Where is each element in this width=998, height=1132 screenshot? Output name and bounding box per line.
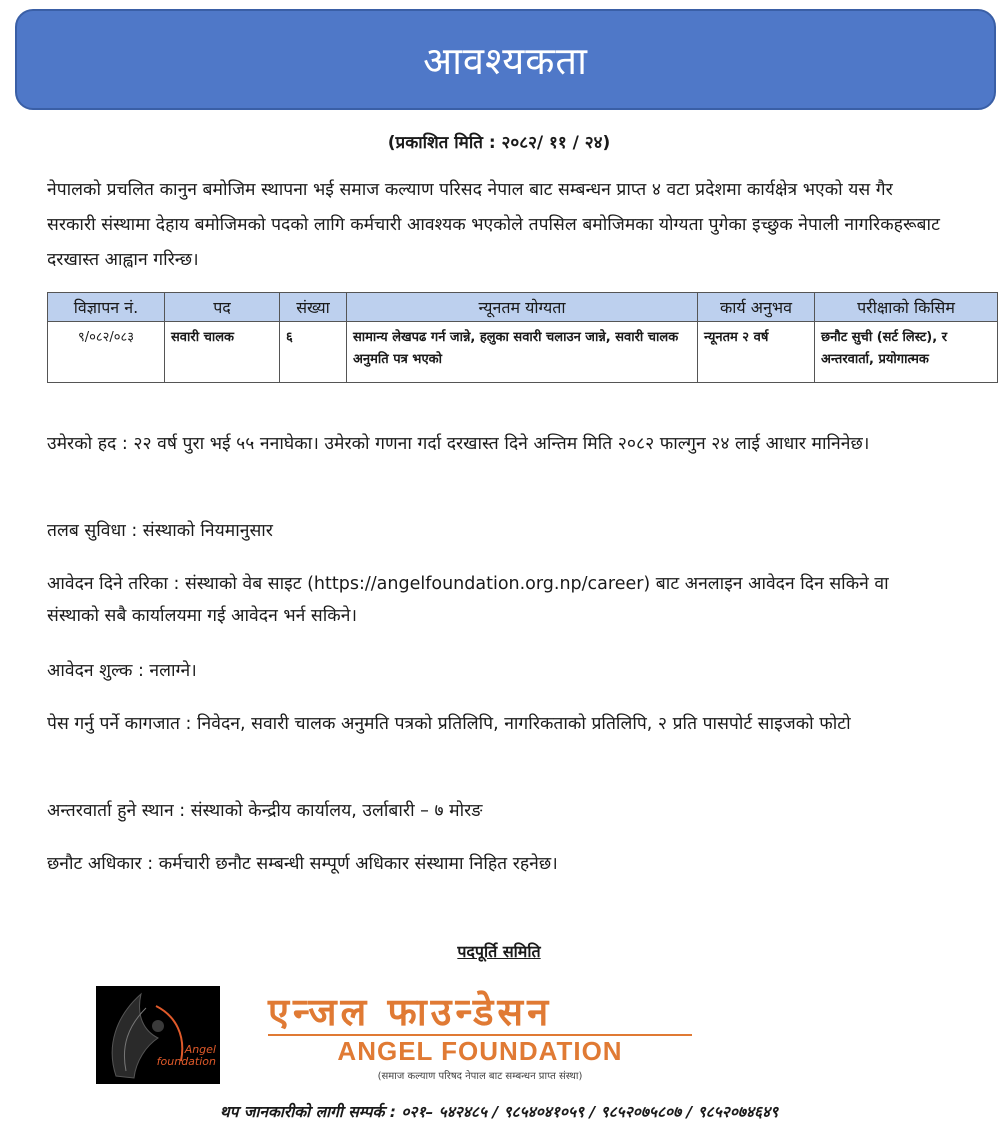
logo-text-line1: Angel [184,1043,216,1056]
org-subtitle: (समाज कल्याण परिषद नेपाल बाट सम्बन्धन प्राप्त संस्था) [377,1071,583,1082]
col-post: पद [165,293,280,322]
org-name-english: ANGEL FOUNDATION [337,1036,623,1066]
committee-label [0,940,998,962]
col-ad-no: विज्ञापन नं. [48,293,165,322]
vacancy-table [47,292,998,383]
col-experience: कार्य अनुभव [698,293,815,322]
salary: तलब सुविधा : संस्थाको नियमानुसार [47,521,273,541]
intro-paragraph: नेपालको प्रचलित कानुन बमोजिम स्थापना भई समाज कल्याण परिसद नेपाल बाट सम्बन्धन प्राप्त ४ वटा प्रदेशमा कार्यक्षेत्र भएको यस गैर सरकारी संस्थामा देहाय बमोजिमको पदको लागि कर्मचारी आवश्यक भएकोले तपसिल बमोजिमका योग्यता पुगेका इच्छुक नेपाली नागरिकहरूबाट दरखास्त आह्वान गरिन्छ। [47,180,940,270]
angel-wing-icon [96,986,220,1084]
required-documents: पेस गर्नु पर्ने कागजात : निवेदन, सवारी चालक अनुमति पत्रको प्रतिलिपि, नागरिकताको प्रतिलिपि, २ प्रति पासपोर्ट साइजको फोटो [47,714,851,734]
cell-experience: न्यूनतम २ वर्ष [698,322,815,383]
interview-place: अन्तरवार्ता हुने स्थान : संस्थाको केन्द्रीय कार्यालय, उर्लाबारी – ७ मोरङ [47,801,483,821]
logo-text [157,1044,216,1068]
cell-qualification: सामान्य लेखपढ गर्न जान्ने, हलुका सवारी चलाउन जान्ने, सवारी चालक अनुमति पत्र भएको [347,322,698,383]
table-row [48,322,998,383]
contact-info: थप जानकारीको लागी सम्पर्क : ०२१– ५४२४८५ / ९८५४०४१०५९ / ९८५२०७५८०७ / ९८५२०७४६४९ [219,1103,779,1121]
cell-exam-type: छनौट सुची (सर्ट लिस्ट), र अन्तरवार्ता, प्रयोगात्मक [815,322,998,383]
apply-method: आवेदन दिने तरिका : संस्थाको वेब साइट (https://angelfoundation.org.np/career) बाट अनलाइन आवेदन दिन सकिने वा संस्थाको सबै कार्यालयमा गई आवेदन भर्न सकिने। [47,574,889,626]
age-limit: उमेरको हद : २२ वर्ष पुरा भई ५५ ननाघेका। उमेरको गणना गर्दा दरखास्त दिने अन्तिम मिति २०८२ फाल्गुन २४ लाई आधार मानिनेछ। [47,434,870,454]
committee-text: पदपूर्ति समिति [457,942,541,961]
published-date: (प्रकाशित मिति : २०८२/ ११ / २४) [387,133,611,153]
title-banner [15,9,996,110]
selection-authority: छनौट अधिकार : कर्मचारी छनौट सम्बन्धी सम्पूर्ण अधिकार संस्थामा निहित रहनेछ। [47,854,558,874]
cell-count: ६ [280,322,347,383]
table-header-row [48,293,998,322]
col-qualification: न्यूनतम योग्यता [347,293,698,322]
application-fee: आवेदन शुल्क : नलाग्ने। [47,661,197,681]
logo-text-line2: foundation [156,1055,216,1068]
page-title: आवश्यकता [423,38,588,83]
org-name-nepali: एन्जल फाउन्डेसन [268,990,553,1034]
cell-post: सवारी चालक [165,322,280,383]
col-exam-type: परीक्षाको किसिम [815,293,998,322]
col-count: संख्या [280,293,347,322]
angel-logo [96,986,220,1084]
cell-ad-no: ९/०८२/०८३ [48,322,165,383]
